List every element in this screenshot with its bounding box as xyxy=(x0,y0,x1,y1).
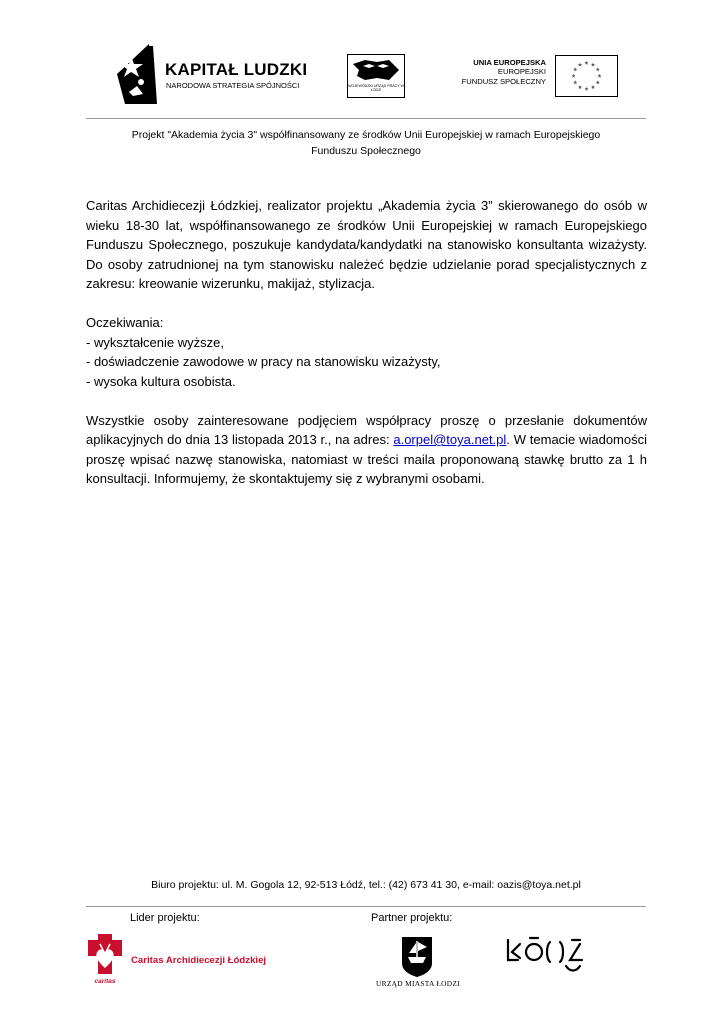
letter-body xyxy=(86,196,647,489)
lodz-city-logo-icon xyxy=(506,936,584,976)
uml-name: URZĄD MIASTA ŁODZI xyxy=(375,979,461,988)
project-subtitle-line2: Funduszu Społecznego xyxy=(311,145,421,157)
eu-flag-icon xyxy=(555,55,618,97)
expectations-heading: Oczekiwania: xyxy=(86,315,164,330)
lider-label: Lider projektu: xyxy=(130,912,200,924)
intro-paragraph: Caritas Archidiecezji Łódzkiej, realizator projektu „Akademia życia 3” skierowanego do osób w wieku 18-30 lat, współfinansowanego ze środków Unii Europejskiej w ramach Europejskiego Funduszu Społecznego, poszukuje kandydata/kandydatki na stanowisko konsultanta wizażysty. Do osoby zatrudnionej na tym stanowisku należeć będzie udzielanie porad specjalistycznych z zakresu: kreowanie wizerunku, makijaż, stylizacja. xyxy=(86,198,647,291)
application-text-before: Wszystkie osoby zainteresowane podjęciem współpracy proszę o przesłanie dokumentów aplikacyjnych do dnia 13 listopada 2013 r., na adres: xyxy=(86,412,647,447)
application-text-after: . W temacie wiadomości proszę wpisać nazwę stanowiska, natomiast w treści maila proponowaną stawkę brutto za 1 h konsultacji. Informujemy, że skontaktujemy się z wybranymi osobami. xyxy=(86,432,647,486)
expectation-item: - wykształcenie wyższe, xyxy=(86,334,224,350)
kapital-ludzki-title: KAPITAŁ LUDZKI xyxy=(165,60,308,79)
eu-label-line2: EUROPEJSKI xyxy=(497,67,546,77)
wup-logo-text: WOJEWÓDZKI URZĄD PRACY W ŁODZI xyxy=(348,84,404,93)
footer-divider xyxy=(86,906,646,907)
eu-label xyxy=(430,58,546,86)
kapital-ludzki-subtitle: NARODOWA STRATEGIA SPÓJNOŚCI xyxy=(166,81,300,90)
expectations-section xyxy=(86,313,647,391)
eu-label-line3: FUNDUSZ SPOŁECZNY xyxy=(461,76,546,86)
caritas-logo-word: caritas xyxy=(94,978,116,985)
partner-label: Partner projektu: xyxy=(371,912,453,924)
application-paragraph xyxy=(86,411,647,489)
footer-address: Biuro projektu: ul. M. Gogola 12, 92-513 Łódź, tel.: (42) 673 41 30, e-mail: oazis@toya.net.pl xyxy=(151,879,581,891)
expectation-item: - doświadczenie zawodowe w pracy na stanowisku wizażysty, xyxy=(86,354,441,369)
header-divider xyxy=(86,118,646,119)
caritas-name: Caritas Archidiecezji Łódzkiej xyxy=(131,955,267,966)
project-subtitle-line1: Projekt "Akademia życia 3" współfinansowany ze środków Unii Europejskiej w ramach Europejskiego xyxy=(131,129,601,141)
uml-boat-logo-icon xyxy=(400,935,434,977)
application-email-link[interactable]: a.orpel@toya.net.pl xyxy=(393,432,507,447)
expectation-item: - wysoka kultura osobista. xyxy=(86,373,236,389)
eu-label-line1: UNIA EUROPEJSKA xyxy=(473,58,546,67)
project-subtitle xyxy=(86,127,646,159)
